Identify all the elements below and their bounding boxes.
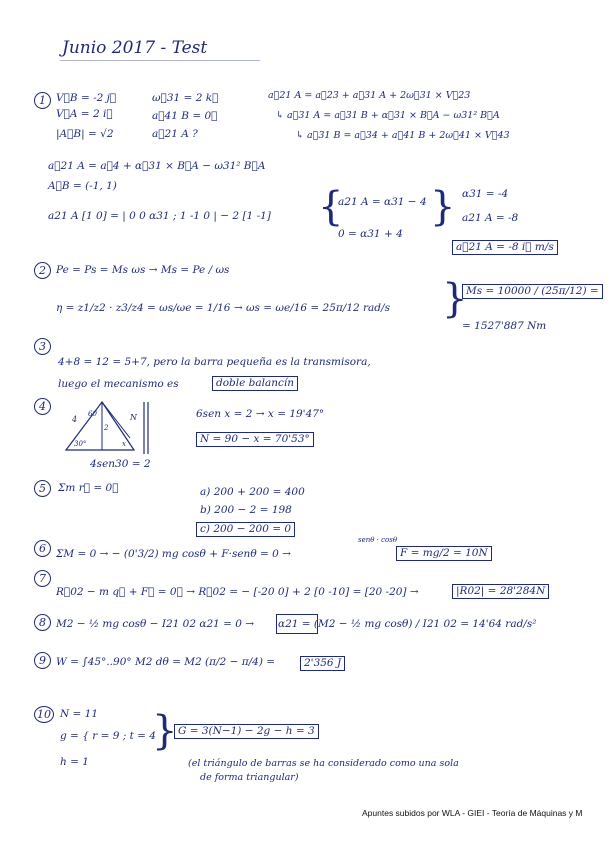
p5-option-a: a) 200 + 200 = 400 <box>200 486 305 498</box>
p5-option-c-box: c) 200 − 200 = 0 <box>196 522 295 537</box>
p1-result-a21: a21 A = -8 <box>462 212 519 224</box>
p6-line-1: ΣM = 0 → − (0'3/2) mg cosθ + F·senθ = 0 → <box>56 548 291 560</box>
p5-option-b: b) 200 − 2 = 198 <box>200 504 292 516</box>
p1-equation-3: a21 A [1 0] = | 0 0 α31 ; 1 -1 0 | − 2 [1 -1] <box>48 210 271 222</box>
p2-answer-value: = 1527'887 Nm <box>462 320 547 332</box>
p5-line-1: Σm r⃗ = 0⃗ <box>58 482 119 494</box>
problem-6-number: 6 <box>34 540 51 557</box>
p3-answer-box: doble balancín <box>212 376 298 391</box>
p4-answer-box: N = 90 − x = 70'53° <box>196 432 314 447</box>
p7-line-1: R⃗02 − m q⃗ + F⃗ = 0⃗ → R⃗02 = − [-20 0] + 2 [0 -10] = [20 -20] → <box>56 586 419 598</box>
p1-coriolis-1: a⃗21 A = a⃗23 + a⃗31 A + 2ω⃗31 × V⃗23 <box>268 90 471 101</box>
p4-label-2: 2 <box>104 424 109 432</box>
p8-answer-box-outline <box>276 614 318 634</box>
p1-system-eq-2: 0 = α31 + 4 <box>338 228 403 240</box>
p1-coriolis-3: ↳ a⃗31 B = a⃗34 + a⃗41 B + 2ω⃗41 × V⃗43 <box>296 130 510 141</box>
p1-given-a21: a⃗21 A ? <box>152 128 198 140</box>
p4-label-x: x <box>122 440 126 448</box>
p4-label-30: 30° <box>74 440 87 448</box>
page-footer: Apuntes subidos por WLA - GIEI - Teoría de Máquinas y M <box>362 808 583 818</box>
p6-answer-box: F = mg/2 = 10N <box>396 546 492 561</box>
title-underline <box>60 60 260 61</box>
p2-answer-ms: Ms = 10000 / (25π/12) = <box>462 284 603 299</box>
problem-1-number: 1 <box>34 92 51 109</box>
p9-line-1: W = ∫45°..90° M2 dθ = M2 (π/2 − π/4) = <box>56 656 276 668</box>
problem-8-number: 8 <box>34 614 51 631</box>
p1-equation-2: A⃗B = (-1, 1) <box>48 180 117 192</box>
p1-given-va: V⃗A = 2 i⃗ <box>56 108 113 120</box>
p1-answer-box: a⃗21 A = -8 i⃗ m/s <box>452 240 558 255</box>
p10-n: N = 11 <box>60 708 99 720</box>
problem-5-number: 5 <box>34 480 51 497</box>
problem-3-number: 3 <box>34 338 51 355</box>
p1-given-ab: |A⃗B| = √2 <box>56 128 114 140</box>
problem-2-number: 2 <box>34 262 51 279</box>
p3-line-1: 4+8 = 12 = 5+7, pero la barra pequeña es la transmisora, <box>58 356 371 368</box>
problem-10-number: 10 <box>34 706 54 723</box>
problem-4-number: 4 <box>34 398 51 415</box>
p1-result-brace: } <box>430 184 456 230</box>
p10-h: h = 1 <box>60 756 89 768</box>
p10-answer-box: G = 3(N−1) − 2g − h = 3 <box>174 724 319 739</box>
p1-given-w31: ω⃗31 = 2 k⃗ <box>152 92 219 104</box>
p1-given-vb: V⃗B = -2 j⃗ <box>56 92 117 104</box>
p1-result-alpha: α31 = -4 <box>462 188 509 200</box>
p8-answer: α21 = (M2 − ½ mg cosθ) / I21 02 = 14'64 rad/s² <box>278 618 537 630</box>
p4-label-60: 60 <box>88 410 97 418</box>
p4-base: 4sen30 = 2 <box>90 458 151 470</box>
p10-g: g = { r = 9 ; t = 4 <box>60 730 156 742</box>
p1-equation-1: a⃗21 A = a⃗4 + α⃗31 × B⃗A − ω31² B⃗A <box>48 160 266 172</box>
p3-line-2: luego el mecanismo es <box>58 378 179 390</box>
p4-triangle-diagram <box>64 400 154 456</box>
p8-line-1: M2 − ½ mg cosθ − I21 02 α21 = 0 → <box>56 618 255 630</box>
p10-note-1: (el triángulo de barras se ha considerado como una sola <box>188 758 459 769</box>
p2-line-2: η = z1/z2 · z3/z4 = ωs/ωe = 1/16 → ωs = ωe/16 = 25π/12 rad/s <box>56 302 390 314</box>
p4-line-1: 6sen x = 2 → x = 19'47° <box>196 408 325 420</box>
p1-system-brace: { <box>318 184 344 230</box>
problem-9-number: 9 <box>34 652 51 669</box>
p1-system-eq-1: a21 A = α31 − 4 <box>338 196 427 208</box>
p7-answer-box: |R02| = 28'284N <box>452 584 549 599</box>
p10-note-2: de forma triangular) <box>200 772 299 783</box>
p4-label-4: 4 <box>72 415 78 424</box>
page-title: Junio 2017 - Test <box>62 38 208 58</box>
p1-coriolis-2: ↳ a⃗31 A = a⃗31 B + α⃗31 × B⃗A − ω31² B⃗A <box>276 110 500 121</box>
p4-bar-line <box>102 402 130 438</box>
p2-line-1: Pe = Ps = Ms ωs → Ms = Pe / ωs <box>56 264 230 276</box>
p9-answer-box: 2'356 J <box>300 656 345 671</box>
p4-label-N: N <box>130 413 137 422</box>
problem-7-number: 7 <box>34 570 51 587</box>
p2-result-brace: } <box>442 276 468 322</box>
p6-note: senθ · cosθ <box>358 536 398 544</box>
p1-given-a41: a⃗41 B = 0⃗ <box>152 110 218 122</box>
p10-brace: } <box>152 708 178 754</box>
